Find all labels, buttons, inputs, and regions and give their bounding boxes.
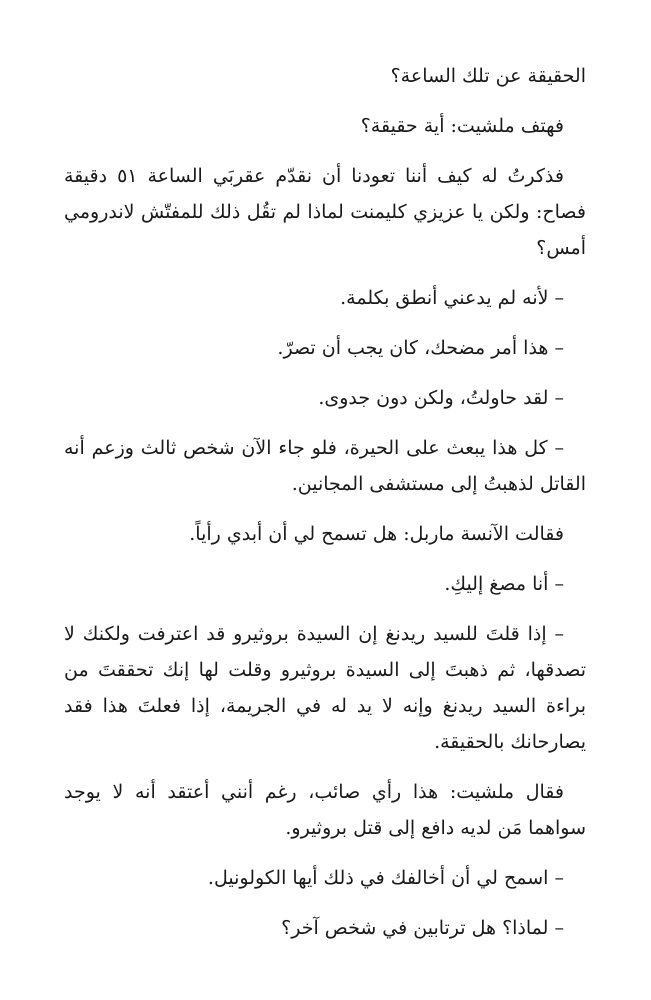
dialogue-line: – إذا قلتَ للسيد ريدنغ إن السيدة بروثيرو قد اعترفت ولكنك لا تصدقها، ثم ذهبتَ إلى السيدة بروثيرو وقلت لها إنك تحققتَ من براءة السيد ريدنغ وإنه لا يد له في الجريمة، إذا فعلتَ هذا فقد يصارحانك بالحقيقة. xyxy=(64,623,586,753)
paragraph: فقالت الآنسة ماربل: هل تسمح لي أن أبدي رأياً. xyxy=(189,523,564,545)
paragraph-continuation: الحقيقة عن تلك الساعة؟ xyxy=(390,65,586,87)
book-page xyxy=(64,58,586,960)
dialogue-line: – أنا مصغ إليكِ. xyxy=(444,573,564,595)
paragraph: فذكرتُ له كيف أننا تعودنا أن نقدّم عقربَي الساعة ٥١ دقيقة فصاح: ولكن يا عزيزي كليمنت لماذا لم تقُل ذلك للمفتّش لاندرومي أمس؟ xyxy=(64,165,586,259)
dialogue-line: – اسمح لي أن أخالفك في ذلك أيها الكولونيل. xyxy=(207,867,564,889)
paragraph: فهتف ملشيت: أية حقيقة؟ xyxy=(360,115,564,137)
dialogue-line: – لأنه لم يدعني أنطق بكلمة. xyxy=(340,287,564,309)
dialogue-line: – لقد حاولتُ، ولكن دون جدوى. xyxy=(318,387,564,409)
dialogue-line: – لماذا؟ هل ترتابين في شخص آخر؟ xyxy=(281,917,564,939)
dialogue-line: – هذا أمر مضحك، كان يجب أن تصرّ. xyxy=(277,337,564,359)
dialogue-line: – كل هذا يبعث على الحيرة، فلو جاء الآن شخص ثالث وزعم أنه القاتل لذهبتُ إلى مستشفى المجانين. xyxy=(64,437,586,495)
paragraph: فقال ملشيت: هذا رأي صائب، رغم أنني أعتقد أنه لا يوجد سواهما مَن لديه دافع إلى قتل بروثيرو. xyxy=(64,781,586,839)
